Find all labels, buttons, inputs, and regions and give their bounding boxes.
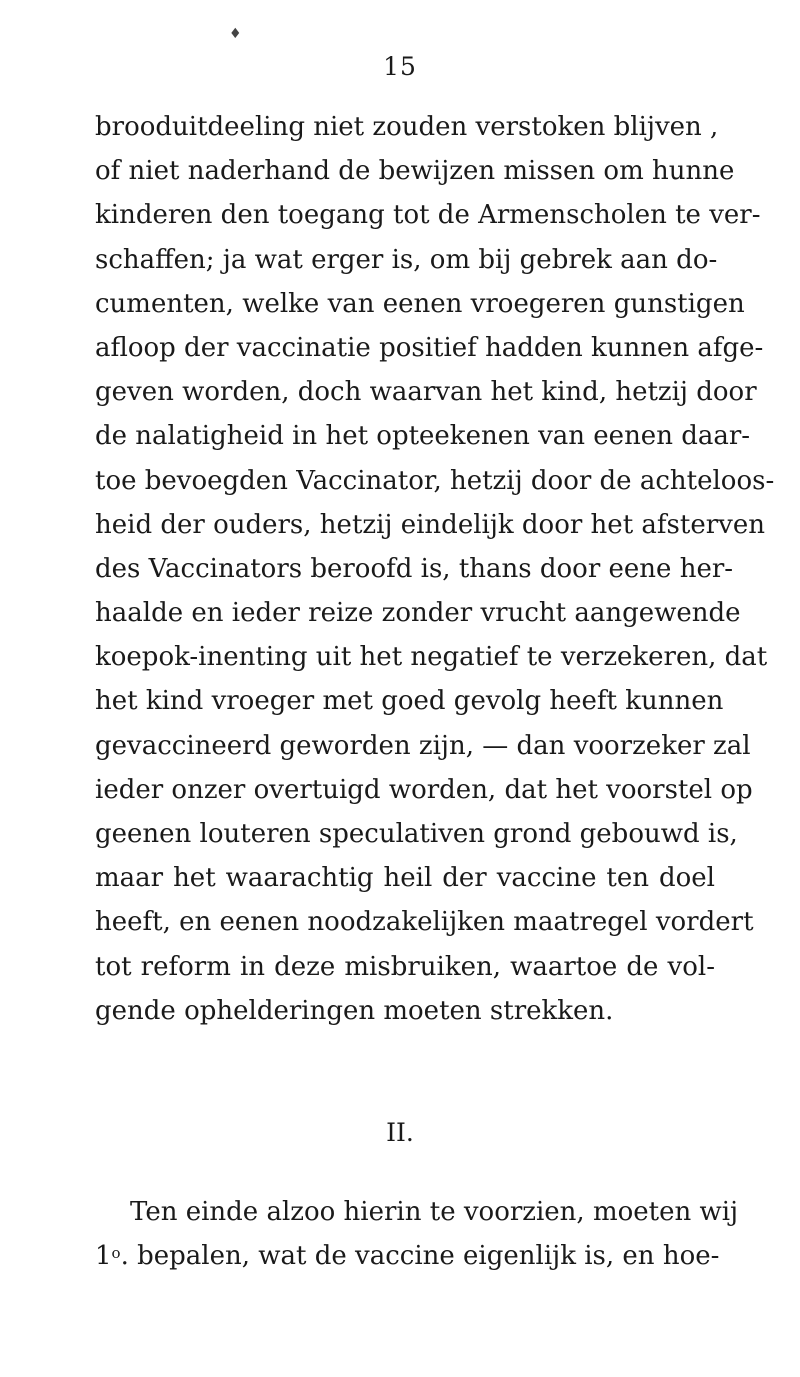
text-line: gevaccineerd geworden zijn, — dan voorzeker zal — [95, 730, 751, 761]
text-line: des Vaccinators beroofd is, thans door eene her- — [95, 553, 734, 584]
text-line: of niet naderhand de bewijzen missen om hunne — [95, 156, 735, 187]
text-line: kinderen den toegang tot de Armenscholen te ver- — [95, 200, 761, 231]
text-line: haalde en ieder reize zonder vrucht aangewende — [95, 598, 741, 629]
text-line: geenen louteren speculativen grond gebouwd is, — [95, 819, 738, 849]
text-line: geven worden, doch waarvan het kind, hetzij door — [95, 377, 757, 408]
text-line — [95, 1234, 720, 1278]
text-line: heeft, en eenen noodzakelijken maatregel vordert — [95, 907, 754, 938]
ordinal-superscript: o — [111, 1244, 121, 1263]
text-line: tot reform in deze misbruiken, waartoe de vol- — [95, 951, 715, 982]
text-line: de nalatigheid in het opteekenen van eenen daar- — [95, 421, 751, 452]
text-line: gende ophelderingen moeten strekken. — [95, 995, 614, 1026]
section-heading: II. — [386, 1118, 414, 1147]
text-line: heid der ouders, hetzij eindelijk door het afsterven — [95, 509, 765, 540]
ordinal-number: 1 — [95, 1241, 112, 1272]
text-line: koepok-inenting uit het negatief te verzekeren, dat — [95, 642, 768, 673]
page-mark: ♦ — [229, 26, 242, 42]
text-line: het kind vroeger met goed gevolg heeft kunnen — [95, 686, 724, 717]
text-line: ieder onzer overtuigd worden, dat het voorstel op — [95, 774, 753, 805]
text-line: Ten einde alzoo hierin te voorzien, moeten wij — [130, 1197, 739, 1227]
text-line: brooduitdeeling niet zouden verstoken blijven , — [95, 112, 719, 142]
paragraph-1 — [95, 105, 775, 1033]
text-line: afloop der vaccinatie positief hadden kunnen afge- — [95, 332, 764, 363]
text-line: toe bevoegden Vaccinator, hetzij door de achteloos- — [95, 465, 775, 496]
paragraph-2 — [95, 1190, 739, 1278]
text-line: schaffen; ja wat erger is, om bij gebrek aan do- — [95, 244, 718, 275]
text-line: cumenten, welke van eenen vroegeren gunstigen — [95, 288, 745, 319]
text-line: maar het waarachtig heil der vaccine ten doel — [95, 863, 715, 894]
page-number: 15 — [383, 52, 417, 81]
line-text: . bepalen, wat de vaccine eigenlijk is, en hoe- — [120, 1241, 720, 1272]
